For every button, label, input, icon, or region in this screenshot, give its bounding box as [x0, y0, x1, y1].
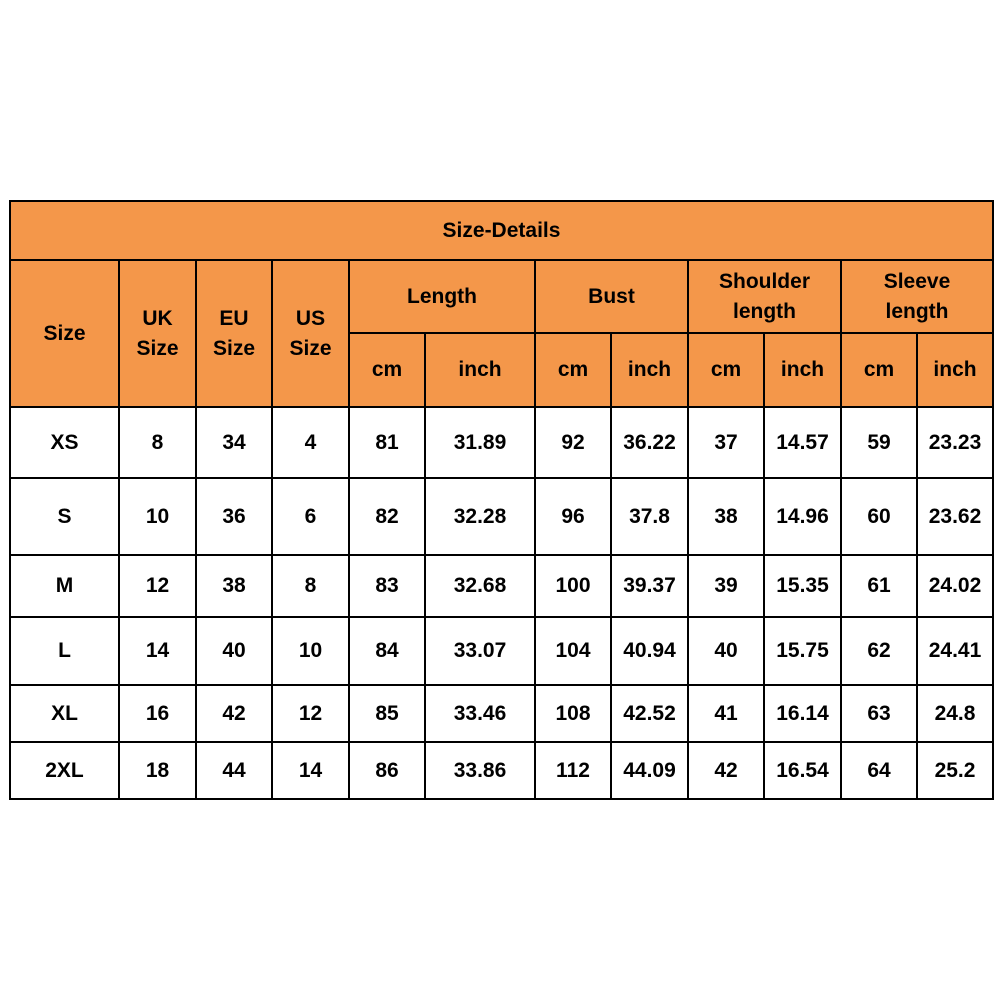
unit-inch: inch: [917, 333, 993, 407]
table-cell: 37: [688, 407, 764, 478]
table-cell: 44: [196, 742, 272, 799]
table-cell: 38: [196, 555, 272, 617]
table-cell: 39: [688, 555, 764, 617]
header-eu-size: EU Size: [196, 260, 272, 407]
table-cell: 15.75: [764, 617, 841, 685]
table-cell: 81: [349, 407, 425, 478]
table-cell: 6: [272, 478, 349, 555]
table-cell: 33.46: [425, 685, 535, 742]
table-body: [10, 407, 993, 799]
table-cell: 33.86: [425, 742, 535, 799]
table-row: [10, 407, 993, 478]
table-cell: 112: [535, 742, 611, 799]
table-cell: 37.8: [611, 478, 688, 555]
table-row: [10, 742, 993, 799]
unit-cm: cm: [841, 333, 917, 407]
table-cell: 16.14: [764, 685, 841, 742]
table-cell: 96: [535, 478, 611, 555]
unit-cm: cm: [688, 333, 764, 407]
table-cell: XL: [10, 685, 119, 742]
table-cell: 2XL: [10, 742, 119, 799]
table-cell: 41: [688, 685, 764, 742]
table-cell: 14: [272, 742, 349, 799]
table-cell: 104: [535, 617, 611, 685]
table-cell: 86: [349, 742, 425, 799]
table-cell: 63: [841, 685, 917, 742]
table-row: [10, 617, 993, 685]
table-cell: 18: [119, 742, 196, 799]
unit-cm: cm: [349, 333, 425, 407]
table-cell: 36.22: [611, 407, 688, 478]
table-cell: 14: [119, 617, 196, 685]
unit-cm: cm: [535, 333, 611, 407]
table-cell: 8: [119, 407, 196, 478]
table-cell: 108: [535, 685, 611, 742]
table-cell: 36: [196, 478, 272, 555]
table-cell: 60: [841, 478, 917, 555]
table-cell: 40: [688, 617, 764, 685]
table-row: [10, 478, 993, 555]
header-uk-size: UK Size: [119, 260, 196, 407]
table-cell: 12: [272, 685, 349, 742]
table-cell: 59: [841, 407, 917, 478]
header-size: Size: [10, 260, 119, 407]
table-cell: 25.2: [917, 742, 993, 799]
header-sleeve-length: Sleeve length: [841, 260, 993, 333]
table-cell: 23.62: [917, 478, 993, 555]
header-length: Length: [349, 260, 535, 333]
table-cell: L: [10, 617, 119, 685]
unit-inch: inch: [611, 333, 688, 407]
table-cell: 32.28: [425, 478, 535, 555]
table-cell: 16.54: [764, 742, 841, 799]
table-cell: 39.37: [611, 555, 688, 617]
table-cell: 42.52: [611, 685, 688, 742]
table-cell: 10: [272, 617, 349, 685]
table-cell: 34: [196, 407, 272, 478]
header-shoulder-length: Shoulder length: [688, 260, 841, 333]
table-cell: 4: [272, 407, 349, 478]
table-cell: 31.89: [425, 407, 535, 478]
table-cell: 92: [535, 407, 611, 478]
table-cell: S: [10, 478, 119, 555]
table-cell: 8: [272, 555, 349, 617]
header-us-size: US Size: [272, 260, 349, 407]
table-cell: 16: [119, 685, 196, 742]
table-cell: 64: [841, 742, 917, 799]
table-cell: 42: [688, 742, 764, 799]
table-cell: 42: [196, 685, 272, 742]
table-cell: 82: [349, 478, 425, 555]
table-cell: 38: [688, 478, 764, 555]
table-cell: 24.41: [917, 617, 993, 685]
table-cell: 33.07: [425, 617, 535, 685]
table-cell: 14.57: [764, 407, 841, 478]
table-cell: 14.96: [764, 478, 841, 555]
table-cell: 15.35: [764, 555, 841, 617]
table-cell: M: [10, 555, 119, 617]
table-cell: 40: [196, 617, 272, 685]
table-cell: 24.02: [917, 555, 993, 617]
table-cell: 83: [349, 555, 425, 617]
table-title: Size-Details: [10, 201, 993, 260]
table-cell: 100: [535, 555, 611, 617]
header-bust: Bust: [535, 260, 688, 333]
table-cell: 62: [841, 617, 917, 685]
unit-inch: inch: [764, 333, 841, 407]
table-cell: 10: [119, 478, 196, 555]
table-cell: 12: [119, 555, 196, 617]
table-cell: 32.68: [425, 555, 535, 617]
table-cell: 61: [841, 555, 917, 617]
table-cell: 23.23: [917, 407, 993, 478]
table-row: [10, 555, 993, 617]
size-chart-table: [9, 200, 994, 800]
table-cell: 84: [349, 617, 425, 685]
table-cell: 24.8: [917, 685, 993, 742]
unit-inch: inch: [425, 333, 535, 407]
table-cell: 40.94: [611, 617, 688, 685]
table-cell: XS: [10, 407, 119, 478]
table-row: [10, 685, 993, 742]
table-cell: 44.09: [611, 742, 688, 799]
table-cell: 85: [349, 685, 425, 742]
